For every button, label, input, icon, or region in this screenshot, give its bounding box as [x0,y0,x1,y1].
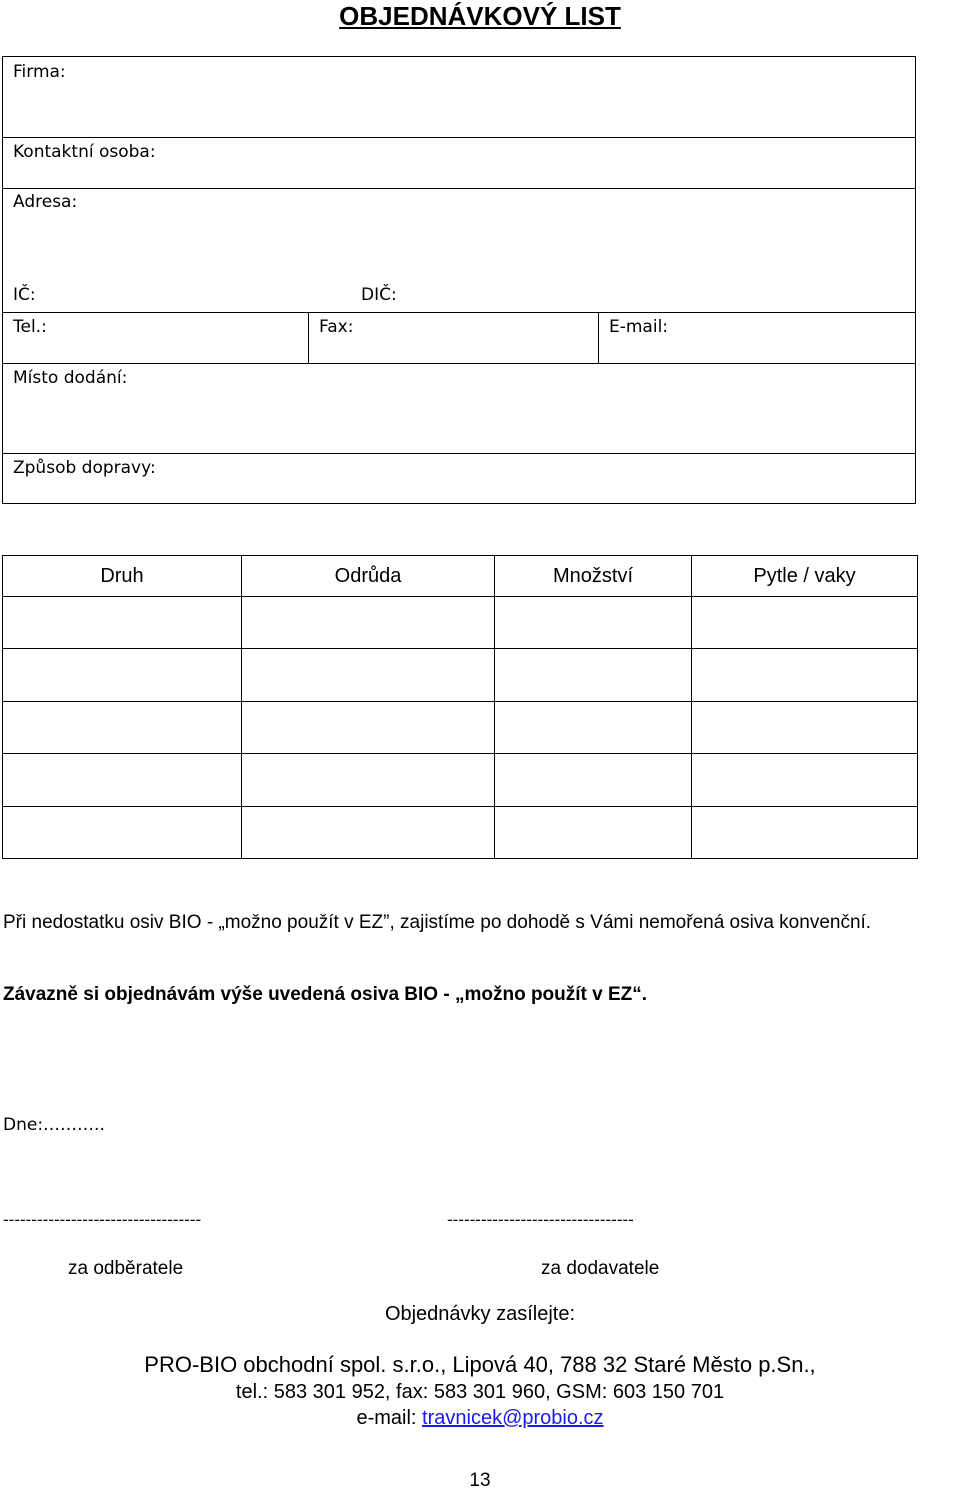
table-cell[interactable] [495,754,692,806]
column-header-pytle-vaky: Pytle / vaky [692,556,918,597]
table-cell[interactable] [3,806,242,858]
table-row [3,754,918,806]
transport-method-field[interactable]: Způsob dopravy: [13,458,156,478]
supplier-signature-label: za dodavatele [541,1258,660,1279]
table-cell[interactable] [495,806,692,858]
customer-signature-label: za odběratele [68,1258,184,1279]
company-phones: tel.: 583 301 952, fax: 583 301 960, GSM: 603 150 701 [235,1381,725,1403]
table-cell[interactable] [242,754,495,806]
fax-field[interactable]: Fax: [319,317,354,337]
column-header-druh: Druh [3,556,242,597]
company-address: PRO-BIO obchodní spol. s.r.o., Lipová 40, 788 32 Staré Město p.Sn., [144,1352,816,1377]
phone-field[interactable]: Tel.: [13,317,47,337]
page-number: 13 [469,1470,491,1491]
row-divider [3,363,915,364]
email-field[interactable]: E-mail: [609,317,669,337]
email-prefix: e-mail: [356,1407,423,1429]
customer-info-box [2,56,916,504]
table-cell[interactable] [495,649,692,701]
address-field[interactable]: Adresa: [13,192,78,212]
column-divider [598,312,599,363]
table-cell[interactable] [692,649,918,701]
table-cell[interactable] [495,701,692,753]
table-cell[interactable] [242,701,495,753]
table-cell[interactable] [692,806,918,858]
table-cell[interactable] [692,597,918,649]
table-row [3,649,918,701]
table-row [3,701,918,753]
table-row [3,806,918,858]
ic-field[interactable]: IČ: [13,285,36,305]
supplier-signature-line: --------------------------------- [447,1210,634,1229]
shortage-note: Při nedostatku osiv BIO - „možno použít v EZ”, zajistíme po dohodě s Vámi nemořená osiva konvenční. [3,912,872,933]
order-commitment: Závazně si objednávám výše uvedená osiva BIO - „možno použít v EZ“. [3,984,648,1005]
table-cell[interactable] [242,649,495,701]
table-cell[interactable] [3,649,242,701]
row-divider [3,137,915,138]
table-cell[interactable] [242,597,495,649]
table-header-row [3,556,918,597]
table-cell[interactable] [692,754,918,806]
table-cell[interactable] [242,806,495,858]
delivery-place-field[interactable]: Místo dodání: [13,368,128,388]
row-divider [3,453,915,454]
order-items-table [2,555,918,859]
table-cell[interactable] [3,597,242,649]
column-header-odruda: Odrůda [242,556,495,597]
column-header-mnozstvi: Množství [495,556,692,597]
table-cell[interactable] [692,701,918,753]
row-divider [3,188,915,189]
table-cell[interactable] [3,701,242,753]
dic-field[interactable]: DIČ: [361,285,397,305]
table-cell[interactable] [3,754,242,806]
document-title: OBJEDNÁVKOVÝ LIST [339,1,621,31]
date-field[interactable]: Dne:……….. [3,1115,105,1135]
send-orders-label: Objednávky zasílejte: [384,1303,576,1325]
contact-person-field[interactable]: Kontaktní osoba: [13,142,156,162]
table-cell[interactable] [495,597,692,649]
company-email-line [0,1407,960,1430]
customer-signature-line: ----------------------------------- [3,1210,202,1229]
row-divider [3,312,915,313]
email-link[interactable]: travnicek@probio.cz [422,1407,604,1429]
firma-field[interactable]: Firma: [13,62,66,82]
table-row [3,597,918,649]
column-divider [308,312,309,363]
